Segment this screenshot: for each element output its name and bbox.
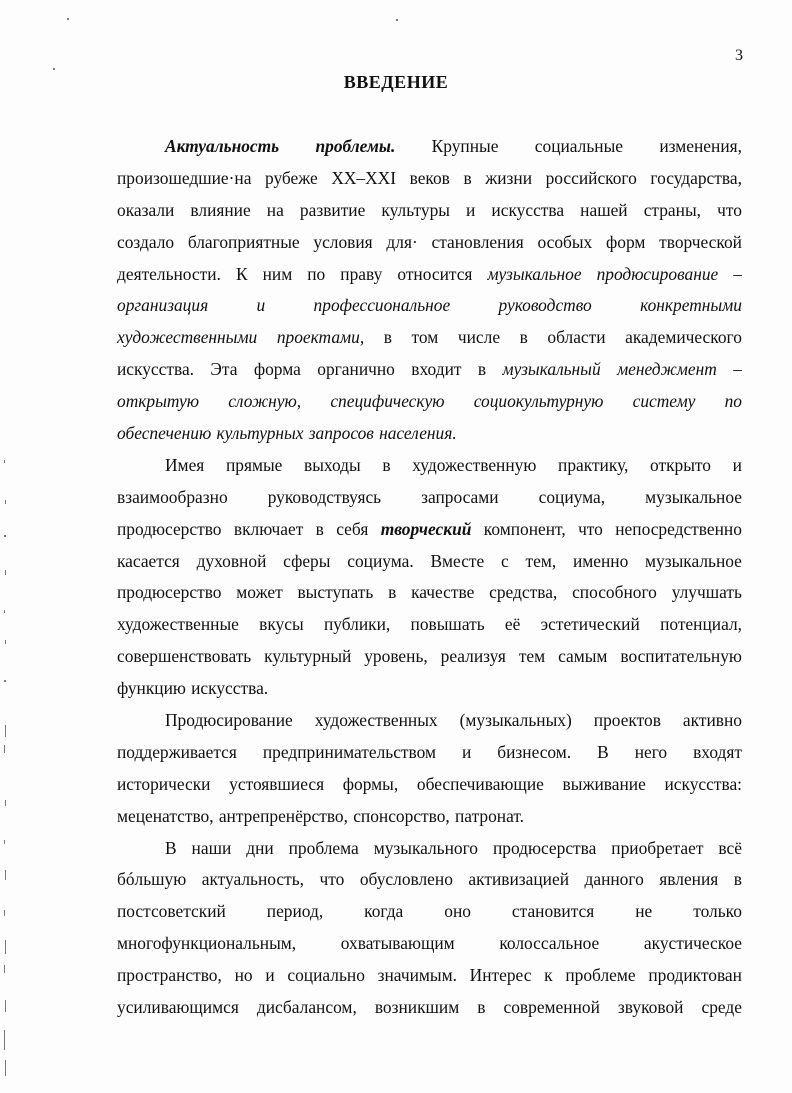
word: относится bbox=[397, 263, 473, 284]
word: благоприятные bbox=[187, 231, 300, 252]
word: специфическую bbox=[330, 391, 445, 412]
word: касается bbox=[117, 550, 180, 571]
word: запросами bbox=[421, 486, 499, 507]
word: взаимообразно bbox=[117, 486, 228, 507]
word: него bbox=[634, 741, 668, 762]
word: Крупные bbox=[431, 136, 499, 156]
word: сложную, bbox=[228, 391, 302, 412]
text-line bbox=[117, 227, 742, 259]
word: В bbox=[597, 741, 609, 762]
word: уровень, bbox=[364, 646, 428, 667]
word: устоявшиеся bbox=[229, 773, 325, 794]
word: пространство, bbox=[117, 965, 222, 986]
word: музыкальное bbox=[645, 486, 742, 507]
word: меценатство, bbox=[117, 805, 214, 826]
word: и bbox=[466, 199, 476, 220]
word: произошедшие·на bbox=[117, 167, 252, 188]
text-line bbox=[117, 482, 742, 514]
text-line bbox=[117, 833, 742, 865]
text-line bbox=[117, 609, 742, 641]
word: значимым. bbox=[377, 965, 457, 986]
word: организация bbox=[117, 295, 209, 316]
word: способного bbox=[572, 582, 657, 603]
word: музыкальный bbox=[502, 359, 601, 380]
word: искусства. bbox=[117, 359, 195, 380]
word: рубеже bbox=[264, 167, 318, 188]
word: социальные bbox=[534, 136, 623, 156]
word: активно bbox=[682, 710, 742, 731]
word: в bbox=[463, 167, 472, 188]
word: – bbox=[733, 263, 742, 284]
word: российского bbox=[545, 167, 637, 188]
word: что bbox=[578, 518, 603, 539]
text-line bbox=[117, 737, 742, 769]
word: продиктован bbox=[648, 965, 742, 986]
scan-speck bbox=[67, 18, 69, 20]
word: становления bbox=[431, 231, 524, 252]
word: открыто bbox=[650, 454, 711, 475]
word: предпринимательством bbox=[262, 741, 436, 762]
word: поддерживается bbox=[117, 741, 237, 762]
word: самым bbox=[558, 646, 608, 667]
word: духовной bbox=[196, 550, 267, 571]
text-line bbox=[117, 705, 742, 737]
word: веков bbox=[409, 167, 450, 188]
text-line bbox=[117, 801, 742, 833]
word: В bbox=[165, 837, 177, 858]
text-line bbox=[117, 641, 742, 673]
word: вкусы bbox=[259, 614, 304, 635]
word: культурных bbox=[216, 423, 304, 444]
scan-speck bbox=[396, 19, 398, 21]
word: современной bbox=[503, 997, 600, 1018]
word: тем bbox=[518, 646, 546, 667]
word: продюсерство bbox=[117, 518, 222, 539]
text-line bbox=[117, 163, 742, 195]
text-line bbox=[117, 769, 742, 801]
word: выживание bbox=[562, 773, 646, 794]
word: Интерес bbox=[469, 965, 532, 986]
word: включает bbox=[233, 518, 304, 539]
word: искусства: bbox=[664, 773, 742, 794]
word: себя bbox=[336, 518, 369, 539]
word: всё bbox=[718, 837, 742, 858]
word: приобретает bbox=[611, 837, 704, 858]
word: практику, bbox=[558, 454, 629, 475]
text-line bbox=[117, 992, 742, 1024]
word: продюсерства bbox=[492, 837, 597, 858]
word: бизнесом. bbox=[497, 741, 572, 762]
word: искусства. bbox=[191, 678, 269, 699]
text-line bbox=[117, 354, 742, 386]
text-line bbox=[117, 131, 742, 163]
word: прямые bbox=[225, 454, 283, 475]
word: социума, bbox=[538, 486, 606, 507]
word: звуковой bbox=[617, 997, 684, 1018]
word: проектами, bbox=[276, 327, 365, 348]
word: период, bbox=[266, 901, 324, 922]
word: художественных bbox=[314, 710, 438, 731]
word: патронат. bbox=[455, 805, 524, 826]
word: конкретными bbox=[640, 295, 742, 316]
page-number: 3 bbox=[735, 47, 743, 64]
text-line bbox=[117, 577, 742, 609]
word: руководство bbox=[498, 295, 592, 316]
word: колоссальное bbox=[499, 933, 600, 954]
word: повышать bbox=[410, 614, 485, 635]
word: по bbox=[307, 263, 326, 284]
word: проектов bbox=[593, 710, 661, 731]
text-line bbox=[117, 195, 742, 227]
word: в bbox=[315, 518, 324, 539]
word: наши bbox=[191, 837, 232, 858]
word: в bbox=[519, 327, 528, 348]
word: органично bbox=[317, 359, 395, 380]
word: К bbox=[235, 263, 248, 284]
word: среде bbox=[701, 997, 742, 1018]
word: проблеме bbox=[565, 965, 636, 986]
word: жизни bbox=[485, 167, 533, 188]
word: и bbox=[732, 454, 742, 475]
word: сферы bbox=[283, 550, 331, 571]
word: возникшим bbox=[374, 997, 460, 1018]
word: социально bbox=[287, 965, 365, 986]
word: спонсорство, bbox=[353, 805, 450, 826]
word: – bbox=[733, 359, 742, 380]
word: продюсерство bbox=[117, 582, 222, 603]
text-line bbox=[117, 896, 742, 928]
word: ним bbox=[262, 263, 293, 284]
word: художественными bbox=[117, 327, 258, 348]
word: проблемы. bbox=[315, 136, 396, 156]
word: форма bbox=[253, 359, 301, 380]
binding-edge-marks bbox=[0, 440, 12, 1090]
word: функцию bbox=[117, 678, 186, 699]
word: числе bbox=[457, 327, 501, 348]
word: выступать bbox=[297, 582, 374, 603]
word: не bbox=[635, 901, 653, 922]
word: компонент, bbox=[483, 518, 566, 539]
word: страны, bbox=[643, 199, 701, 220]
word: населения. bbox=[379, 423, 457, 444]
word: музыкальное bbox=[487, 263, 582, 284]
word: и bbox=[256, 295, 266, 316]
word: профессиональное bbox=[313, 295, 451, 316]
word: выходы bbox=[304, 454, 361, 475]
word: исторически bbox=[117, 773, 211, 794]
word: особых bbox=[537, 231, 593, 252]
word: академического bbox=[625, 327, 742, 348]
word: Имея bbox=[165, 454, 205, 475]
word: антрепренёрство, bbox=[218, 805, 348, 826]
word: акустическое bbox=[643, 933, 742, 954]
word: нашей bbox=[580, 199, 628, 220]
word: в bbox=[477, 359, 487, 380]
word: что bbox=[717, 199, 742, 220]
word: совершенствовать bbox=[117, 646, 252, 667]
text-line bbox=[117, 386, 742, 418]
word: систему bbox=[632, 391, 696, 412]
word: эстетический bbox=[540, 614, 640, 635]
word: Продюсирование bbox=[165, 710, 293, 731]
text-line bbox=[117, 450, 742, 482]
text-line bbox=[117, 673, 742, 705]
text-line bbox=[117, 960, 742, 992]
word: тем, bbox=[525, 550, 557, 571]
word: что bbox=[319, 869, 345, 890]
word: государства, bbox=[650, 167, 742, 188]
word: в bbox=[388, 582, 397, 603]
word: в bbox=[383, 327, 392, 348]
text-line bbox=[117, 290, 742, 322]
text-line bbox=[117, 514, 742, 546]
text-line bbox=[117, 864, 742, 896]
section-heading: ВВЕДЕНИЕ bbox=[343, 72, 449, 92]
word: по bbox=[724, 391, 742, 412]
word: в bbox=[733, 869, 742, 890]
word: культуры bbox=[381, 199, 450, 220]
word: может bbox=[236, 582, 283, 603]
word: к bbox=[544, 965, 553, 986]
body-text bbox=[117, 131, 742, 1024]
word: искусства bbox=[491, 199, 565, 220]
word: актуальность, bbox=[201, 869, 305, 890]
word: но bbox=[234, 965, 253, 986]
word: обеспечению bbox=[117, 423, 212, 444]
word: творческий bbox=[380, 518, 472, 539]
word: бóльшую bbox=[117, 869, 187, 890]
word: с bbox=[501, 550, 509, 571]
word: многофункциональным, bbox=[117, 933, 297, 954]
word: качестве bbox=[411, 582, 475, 603]
word: охватывающим bbox=[340, 933, 455, 954]
word: проблема bbox=[288, 837, 359, 858]
word: непосредственно bbox=[615, 518, 742, 539]
word: социокультурную bbox=[473, 391, 604, 412]
word: создало bbox=[117, 231, 175, 252]
text-line bbox=[117, 546, 742, 578]
word: становится bbox=[511, 901, 595, 922]
text-line bbox=[117, 418, 742, 450]
word: для· bbox=[386, 231, 418, 252]
word: воспитательную bbox=[620, 646, 742, 667]
word: публики, bbox=[323, 614, 391, 635]
word: условия bbox=[313, 231, 373, 252]
word: оказали bbox=[117, 199, 175, 220]
word: форм bbox=[605, 231, 646, 252]
word: дисбалансом, bbox=[256, 997, 357, 1018]
word: данного bbox=[584, 869, 644, 890]
word: музыкальное bbox=[645, 550, 742, 571]
word: музыкального bbox=[373, 837, 479, 858]
word: Актуальность bbox=[165, 136, 280, 156]
word: области bbox=[547, 327, 606, 348]
word: её bbox=[504, 614, 521, 635]
word: (музыкальных) bbox=[459, 710, 572, 731]
word: потенциал, bbox=[660, 614, 742, 635]
word: деятельности. bbox=[117, 263, 221, 284]
word: запросов bbox=[308, 423, 374, 444]
word: когда bbox=[364, 901, 404, 922]
word: входит bbox=[411, 359, 462, 380]
text-line bbox=[117, 322, 742, 354]
word: оно bbox=[444, 901, 471, 922]
word: руководствуясь bbox=[267, 486, 382, 507]
word: том bbox=[411, 327, 439, 348]
word: постсоветский bbox=[117, 901, 226, 922]
word: праву bbox=[340, 263, 383, 284]
word: Вместе bbox=[430, 550, 485, 571]
word: творческой bbox=[659, 231, 742, 252]
word: только bbox=[693, 901, 742, 922]
word: реализуя bbox=[440, 646, 506, 667]
word: именно bbox=[572, 550, 629, 571]
word: изменения, bbox=[659, 136, 742, 156]
word: менеджмент bbox=[617, 359, 717, 380]
scan-speck bbox=[53, 68, 55, 70]
word: в bbox=[477, 997, 486, 1018]
word: средства, bbox=[489, 582, 558, 603]
text-line bbox=[117, 928, 742, 960]
word: XX–XXI bbox=[331, 167, 397, 188]
word: активизацией bbox=[468, 869, 569, 890]
word: обусловлено bbox=[359, 869, 453, 890]
word: продюсирование bbox=[596, 263, 719, 284]
word: Эта bbox=[210, 359, 238, 380]
word: дни bbox=[246, 837, 274, 858]
word: формы, bbox=[342, 773, 399, 794]
word: усиливающимся bbox=[117, 997, 239, 1018]
word: влияние bbox=[190, 199, 251, 220]
word: открытую bbox=[117, 391, 199, 412]
word: художественную bbox=[412, 454, 537, 475]
word: художественные bbox=[117, 614, 239, 635]
word: культурный bbox=[264, 646, 352, 667]
word: входят bbox=[693, 741, 742, 762]
word: развитие bbox=[299, 199, 366, 220]
word: явления bbox=[659, 869, 719, 890]
word: и bbox=[265, 965, 275, 986]
word: улучшать bbox=[671, 582, 742, 603]
word: на bbox=[266, 199, 284, 220]
word: в bbox=[382, 454, 391, 475]
word: обеспечивающие bbox=[416, 773, 544, 794]
text-line bbox=[117, 259, 742, 291]
word: и bbox=[461, 741, 472, 762]
word: социума. bbox=[347, 550, 414, 571]
